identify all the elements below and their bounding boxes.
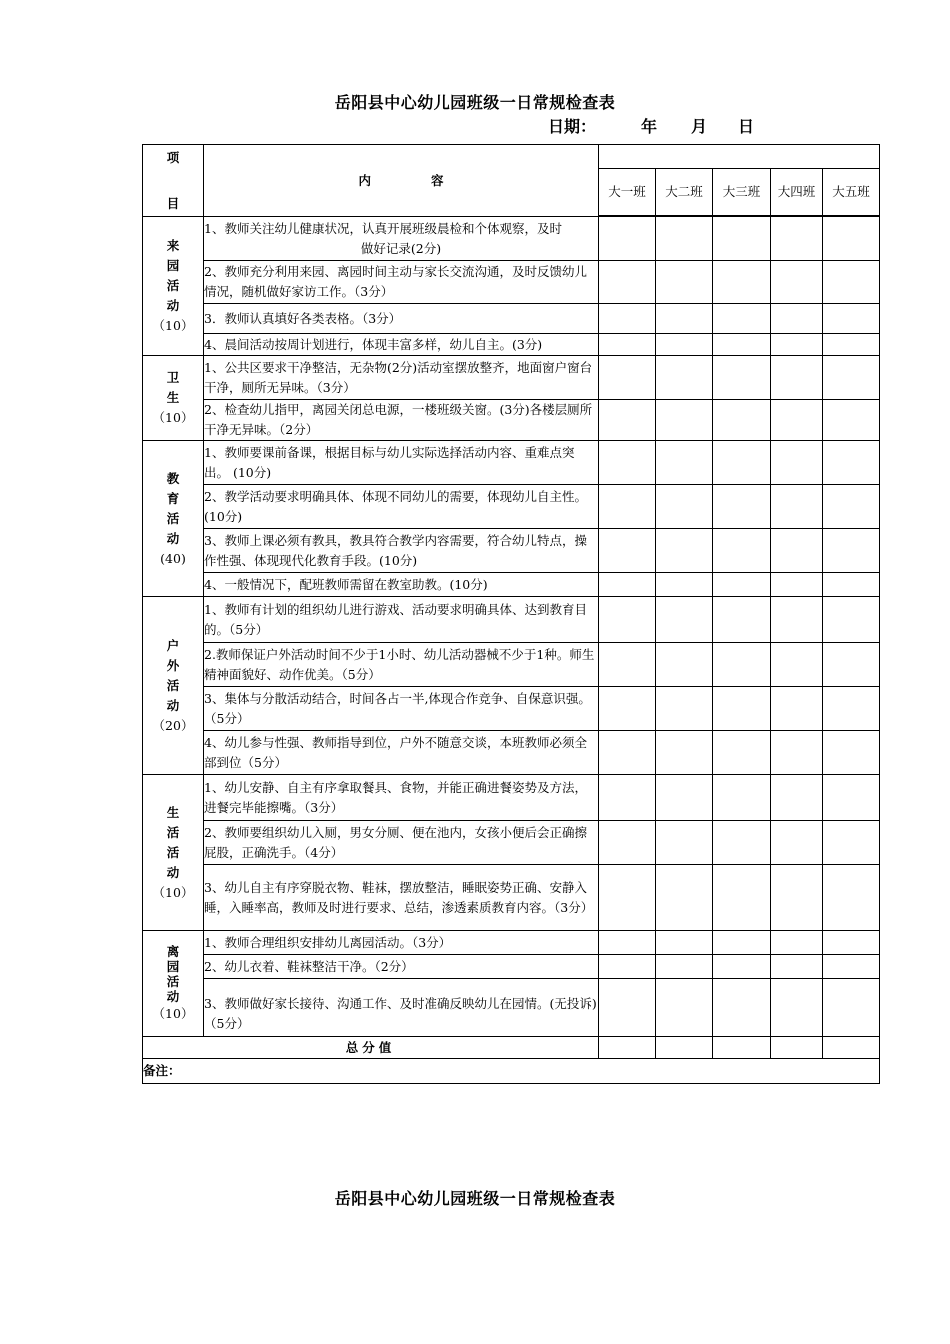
date-month-label: 月	[691, 117, 708, 136]
table-row	[143, 400, 880, 441]
score-cell[interactable]	[771, 687, 823, 731]
item-content: 2、幼儿衣着、鞋袜整洁干净。（2分）	[204, 955, 599, 979]
item-content: 2、教师要组织幼儿入厕，男女分厕、便在池内，女孩小便后会正确擦屁股，正确洗手。（4分）	[204, 821, 599, 865]
table-row	[143, 955, 880, 979]
score-cell[interactable]	[713, 731, 771, 775]
score-cell[interactable]	[771, 400, 823, 441]
score-cell[interactable]	[771, 643, 823, 687]
score-cell[interactable]	[771, 931, 823, 955]
score-cell[interactable]	[599, 261, 656, 304]
score-cell[interactable]	[713, 643, 771, 687]
score-cell[interactable]	[771, 955, 823, 979]
section-hygiene	[143, 356, 204, 441]
total-cell[interactable]	[713, 1037, 771, 1059]
score-cell[interactable]	[713, 775, 771, 821]
score-cell[interactable]	[656, 217, 713, 261]
score-cell[interactable]	[713, 865, 771, 931]
date-line	[548, 114, 808, 136]
score-cell[interactable]	[771, 334, 823, 356]
score-cell[interactable]	[771, 775, 823, 821]
score-cell[interactable]	[599, 304, 656, 334]
section-name: 来园活动	[166, 238, 180, 313]
table-row	[143, 261, 880, 304]
score-cell[interactable]	[599, 865, 656, 931]
header-item	[143, 145, 204, 217]
document-title-repeat: 岳阳县中心幼儿园班级一日常规检查表	[334, 1189, 616, 1208]
score-cell[interactable]	[599, 731, 656, 775]
score-cell[interactable]	[771, 865, 823, 931]
score-cell[interactable]	[713, 529, 771, 573]
score-cell[interactable]	[599, 217, 656, 261]
score-cell[interactable]	[599, 643, 656, 687]
score-cell[interactable]	[823, 441, 880, 485]
score-cell[interactable]	[656, 261, 713, 304]
score-cell[interactable]	[713, 441, 771, 485]
score-cell[interactable]	[656, 304, 713, 334]
score-cell[interactable]	[713, 979, 771, 1037]
score-cell[interactable]	[599, 356, 656, 400]
score-cell[interactable]	[771, 597, 823, 643]
score-cell[interactable]	[823, 865, 880, 931]
score-cell[interactable]	[599, 400, 656, 441]
class-header-1: 大一班	[599, 169, 656, 216]
score-cell[interactable]	[713, 356, 771, 400]
score-cell[interactable]	[713, 261, 771, 304]
header-class-group	[599, 145, 880, 169]
score-cell[interactable]	[656, 955, 713, 979]
item-content: 1、幼儿安静、自主有序拿取餐具、食物，并能正确进餐姿势及方法，进餐完毕能擦嘴。（3分）	[204, 775, 599, 821]
table-row	[143, 643, 880, 687]
score-cell[interactable]	[823, 931, 880, 955]
table-row	[143, 931, 880, 955]
score-cell[interactable]	[771, 529, 823, 573]
score-cell[interactable]	[656, 597, 713, 643]
score-cell[interactable]	[823, 597, 880, 643]
table-row	[143, 775, 880, 821]
table-row-total	[143, 1037, 880, 1059]
header-item-top: 项	[166, 149, 180, 165]
class-header-4: 大四班	[771, 169, 823, 216]
item-content: 3．教师认真填好各类表格。（3分）	[204, 304, 599, 334]
score-cell[interactable]	[823, 356, 880, 400]
table-row	[143, 597, 880, 643]
score-cell[interactable]	[713, 955, 771, 979]
score-cell[interactable]	[713, 931, 771, 955]
score-cell[interactable]	[599, 775, 656, 821]
item-content: 2.教师保证户外活动时间不少于1小时、幼儿活动器械不少于1种。师生精神面貌好、动作优美。（5分）	[204, 643, 599, 687]
score-cell[interactable]	[656, 687, 713, 731]
score-cell[interactable]	[656, 529, 713, 573]
score-cell[interactable]	[823, 687, 880, 731]
score-cell[interactable]	[656, 731, 713, 775]
item-content: 2、教师充分利用来园、离园时间主动与家长交流沟通，及时反馈幼儿情况，随机做好家访工作。（3分）	[204, 261, 599, 304]
class-header-3: 大三班	[713, 169, 771, 216]
score-cell[interactable]	[599, 485, 656, 529]
score-cell[interactable]	[599, 597, 656, 643]
item-content: 3、幼儿自主有序穿脱衣物、鞋袜，摆放整洁，睡眠姿势正确、安静入睡，入睡率高，教师及时进行要求、总结，渗透素质教育内容。（3分）	[204, 865, 599, 931]
score-cell[interactable]	[823, 529, 880, 573]
table-row	[143, 573, 880, 597]
item-content: 1、公共区要求干净整洁，无杂物(2分)活动室摆放整齐，地面窗户窗台干净，厕所无异味。（3分）	[204, 356, 599, 400]
total-cell[interactable]	[823, 1037, 880, 1059]
section-score: （10）	[152, 1005, 194, 1021]
score-cell[interactable]	[823, 304, 880, 334]
score-cell[interactable]	[823, 775, 880, 821]
score-cell[interactable]	[599, 955, 656, 979]
section-name: 教育活动	[166, 470, 180, 546]
section-name: 户外活动	[166, 637, 180, 713]
table-row	[143, 821, 880, 865]
score-cell[interactable]	[656, 931, 713, 955]
section-score: （10）	[152, 410, 194, 425]
table-row	[143, 865, 880, 931]
score-cell[interactable]	[656, 356, 713, 400]
score-cell[interactable]	[656, 441, 713, 485]
section-name: 卫生	[166, 370, 180, 405]
table-row	[143, 731, 880, 775]
score-cell[interactable]	[771, 821, 823, 865]
score-cell[interactable]	[599, 441, 656, 485]
section-score: （10）	[152, 318, 194, 333]
table-row	[143, 217, 880, 261]
score-cell[interactable]	[599, 573, 656, 597]
score-cell[interactable]	[713, 334, 771, 356]
section-departure	[143, 931, 204, 1037]
class-header-5: 大五班	[823, 169, 880, 216]
item-content: 1、教师要课前备课，根据目标与幼儿实际选择活动内容、重难点突出。 (10分)	[204, 441, 599, 485]
table-row	[143, 304, 880, 334]
table-row	[143, 334, 880, 356]
score-cell[interactable]	[599, 334, 656, 356]
score-cell[interactable]	[599, 821, 656, 865]
score-cell[interactable]	[656, 821, 713, 865]
score-cell[interactable]	[823, 217, 880, 261]
section-name: 生活活动	[166, 804, 180, 880]
score-cell[interactable]	[656, 400, 713, 441]
score-cell[interactable]	[713, 304, 771, 334]
section-name: 离园活动	[166, 943, 180, 1004]
section-score: （20）	[152, 717, 194, 733]
score-cell[interactable]	[823, 573, 880, 597]
item-content: 4、一般情况下，配班教师需留在教室助教。(10分)	[204, 573, 599, 597]
item-content: 3、教师做好家长接待、沟通工作、及时准确反映幼儿在园情。(无投诉)（5分）	[204, 979, 599, 1037]
score-cell[interactable]	[823, 400, 880, 441]
score-cell[interactable]	[599, 687, 656, 731]
score-cell[interactable]	[599, 931, 656, 955]
table-row	[143, 441, 880, 485]
table-row	[143, 687, 880, 731]
score-cell[interactable]	[713, 821, 771, 865]
score-cell[interactable]	[823, 643, 880, 687]
score-cell[interactable]	[656, 865, 713, 931]
score-cell[interactable]	[656, 485, 713, 529]
score-cell[interactable]	[771, 356, 823, 400]
item-content: 2、教学活动要求明确具体、体现不同幼儿的需要，体现幼儿自主性。(10分)	[204, 485, 599, 529]
score-cell[interactable]	[771, 485, 823, 529]
score-cell[interactable]	[771, 979, 823, 1037]
score-cell[interactable]	[713, 573, 771, 597]
table-row	[143, 979, 880, 1037]
score-cell[interactable]	[771, 304, 823, 334]
score-cell[interactable]	[713, 687, 771, 731]
score-cell[interactable]	[823, 261, 880, 304]
section-score: (40)	[160, 550, 186, 566]
score-cell[interactable]	[771, 261, 823, 304]
section-education	[143, 441, 204, 597]
score-cell[interactable]	[771, 217, 823, 261]
score-cell[interactable]	[713, 400, 771, 441]
remark-label: 备注：	[143, 1059, 880, 1084]
score-cell[interactable]	[771, 731, 823, 775]
score-cell[interactable]	[823, 731, 880, 775]
item-content: 4、晨间活动按周计划进行，体现丰富多样，幼儿自主。(3分)	[204, 334, 599, 356]
section-arrival	[143, 217, 204, 356]
score-cell[interactable]	[656, 573, 713, 597]
score-cell[interactable]	[656, 334, 713, 356]
score-cell[interactable]	[656, 775, 713, 821]
total-cell[interactable]	[656, 1037, 713, 1059]
date-day-label: 日	[738, 117, 755, 136]
total-cell[interactable]	[599, 1037, 656, 1059]
score-cell[interactable]	[823, 979, 880, 1037]
header-item-bottom: 目	[166, 195, 180, 211]
table-row	[143, 356, 880, 400]
score-cell[interactable]	[823, 485, 880, 529]
date-year-label: 年	[641, 117, 658, 136]
score-cell[interactable]	[771, 573, 823, 597]
document-title: 岳阳县中心幼儿园班级一日常规检查表	[334, 93, 616, 112]
score-cell[interactable]	[713, 485, 771, 529]
score-cell[interactable]	[713, 217, 771, 261]
date-label: 日期：	[548, 117, 597, 136]
section-outdoor	[143, 597, 204, 775]
table-row	[143, 529, 880, 573]
class-header-2: 大二班	[656, 169, 713, 216]
item-content: 1、教师合理组织安排幼儿离园活动。（3分）	[204, 931, 599, 955]
item-content: 1、教师有计划的组织幼儿进行游戏、活动要求明确具体、达到教育目的。（5分）	[204, 597, 599, 643]
score-cell[interactable]	[823, 955, 880, 979]
inspection-table	[142, 144, 880, 1084]
item-content: 2、检查幼儿指甲，离园关闭总电源，一楼班级关窗。(3分)各楼层厕所干净无异味。（2分）	[204, 400, 599, 441]
total-score-label: 总分值	[143, 1037, 599, 1059]
score-cell[interactable]	[823, 821, 880, 865]
table-row-remark	[143, 1059, 880, 1084]
score-cell[interactable]	[656, 643, 713, 687]
score-cell[interactable]	[713, 597, 771, 643]
score-cell[interactable]	[656, 979, 713, 1037]
section-daily-life	[143, 775, 204, 931]
header-content: 内容	[204, 145, 599, 217]
score-cell[interactable]	[599, 529, 656, 573]
total-cell[interactable]	[771, 1037, 823, 1059]
item-content: 4、幼儿参与性强、教师指导到位，户外不随意交谈，本班教师必须全部到位（5分）	[204, 731, 599, 775]
table-row	[143, 485, 880, 529]
score-cell[interactable]	[599, 979, 656, 1037]
item-content: 3、集体与分散活动结合，时间各占一半,体现合作竞争、自保意识强。（5分）	[204, 687, 599, 731]
score-cell[interactable]	[823, 334, 880, 356]
section-score: （10）	[152, 884, 194, 900]
item-content: 1、教师关注幼儿健康状况，认真开展班级晨检和个体观察，及时 做好记录(2分)	[204, 217, 599, 261]
item-content: 3、教师上课必须有教具，教具符合教学内容需要，符合幼儿特点，操作性强、体现现代化教育手段。(10分)	[204, 529, 599, 573]
score-cell[interactable]	[771, 441, 823, 485]
